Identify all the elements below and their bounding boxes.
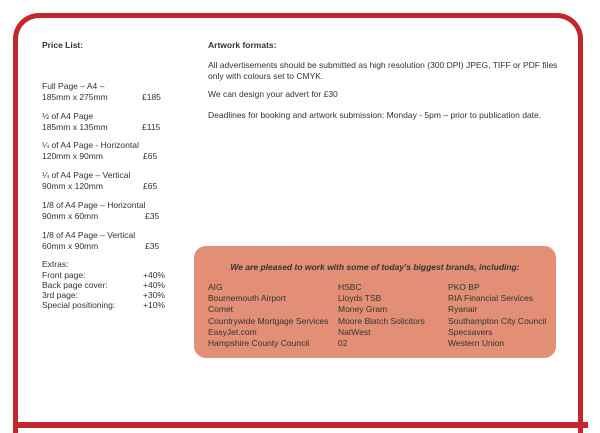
price-list-heading: Price List: xyxy=(42,40,84,50)
price-item-size: 90mm x 120mm xyxy=(42,181,103,191)
price-item-name: ½ of A4 Page xyxy=(42,111,94,121)
brand-name: Money Gram xyxy=(338,304,388,315)
brand-name: NatWest xyxy=(338,326,371,337)
brand-name: Bournemouth Airport xyxy=(208,293,286,304)
brands-panel xyxy=(194,246,556,358)
design-offer-text: We can design your advert for £30 xyxy=(208,89,338,99)
bottom-rule xyxy=(13,422,588,428)
price-item-name: 1/8 of A4 Page – Vertical xyxy=(42,230,136,240)
brand-name: Western Union xyxy=(448,338,505,349)
extra-label: Special positioning: xyxy=(42,300,116,310)
brand-name: Comet xyxy=(208,304,234,315)
brand-name: Countrywide Mortgage Services xyxy=(208,315,329,326)
price-item-size: 185mm x 275mm xyxy=(42,92,108,102)
price-item-price: £115 xyxy=(142,122,161,132)
extra-value: +10% xyxy=(143,300,165,310)
brand-name: Moore Blatch Solicitors xyxy=(338,315,425,326)
brand-name: EasyJet.com xyxy=(208,326,257,337)
artwork-formats-line: only with colours set to CMYK. xyxy=(208,70,324,81)
brands-column-3 xyxy=(448,282,546,349)
brands-column-2 xyxy=(338,282,425,349)
brand-name: Lloyds TSB xyxy=(338,293,382,304)
price-item-name: ¼ of A4 Page - Horizontal xyxy=(42,140,139,150)
extra-value: +30% xyxy=(143,290,165,300)
price-item-name: ¼ of A4 Page – Vertical xyxy=(42,170,131,180)
extras-heading: Extras: xyxy=(42,259,69,269)
brand-name: Hampshire County Council xyxy=(208,338,310,349)
artwork-heading: Artwork formats: xyxy=(208,40,277,50)
brands-column-1 xyxy=(208,282,328,349)
artwork-formats-text xyxy=(208,60,558,81)
artwork-formats-line: All advertisements should be submitted as high resolution (300 DPI) JPEG, TIFF or PDF files xyxy=(208,60,558,70)
brand-name: RIA Financial Services xyxy=(448,293,534,304)
price-item-name: 1/8 of A4 Page – Horizontal xyxy=(42,200,146,210)
brand-name: HSBC xyxy=(338,282,362,292)
brands-heading: We are pleased to work with some of today’s biggest brands, including: xyxy=(230,262,520,272)
extra-value: +40% xyxy=(143,270,165,280)
price-item-price: £65 xyxy=(143,151,158,161)
deadline-text: Deadlines for booking and artwork submission: Monday - 5pm – prior to publication date. xyxy=(208,110,542,120)
price-item-price: £35 xyxy=(145,211,160,221)
brand-name: AIG xyxy=(208,282,223,292)
price-item-price: £35 xyxy=(145,241,160,251)
extra-label: Front page: xyxy=(42,270,86,280)
price-item-name: Full Page – A4 – xyxy=(42,81,105,91)
price-item-price: £185 xyxy=(142,92,161,102)
brand-name: 02 xyxy=(338,338,348,349)
price-item-size: 120mm x 90mm xyxy=(42,151,103,161)
price-item-price: £65 xyxy=(143,181,158,191)
brand-name: Southampton City Council xyxy=(448,315,547,326)
price-item-size: 60mm x 90mm xyxy=(42,241,99,251)
brand-name: Specsavers xyxy=(448,326,493,337)
price-item-size: 90mm x 60mm xyxy=(42,211,99,221)
brand-name: PKO BP xyxy=(448,282,480,292)
extra-value: +40% xyxy=(143,280,165,290)
extra-label: Back page cover: xyxy=(42,280,108,290)
price-item-size: 185mm x 135mm xyxy=(42,122,108,132)
brand-name: Ryanair xyxy=(448,304,478,315)
extra-label: 3rd page: xyxy=(42,290,78,300)
